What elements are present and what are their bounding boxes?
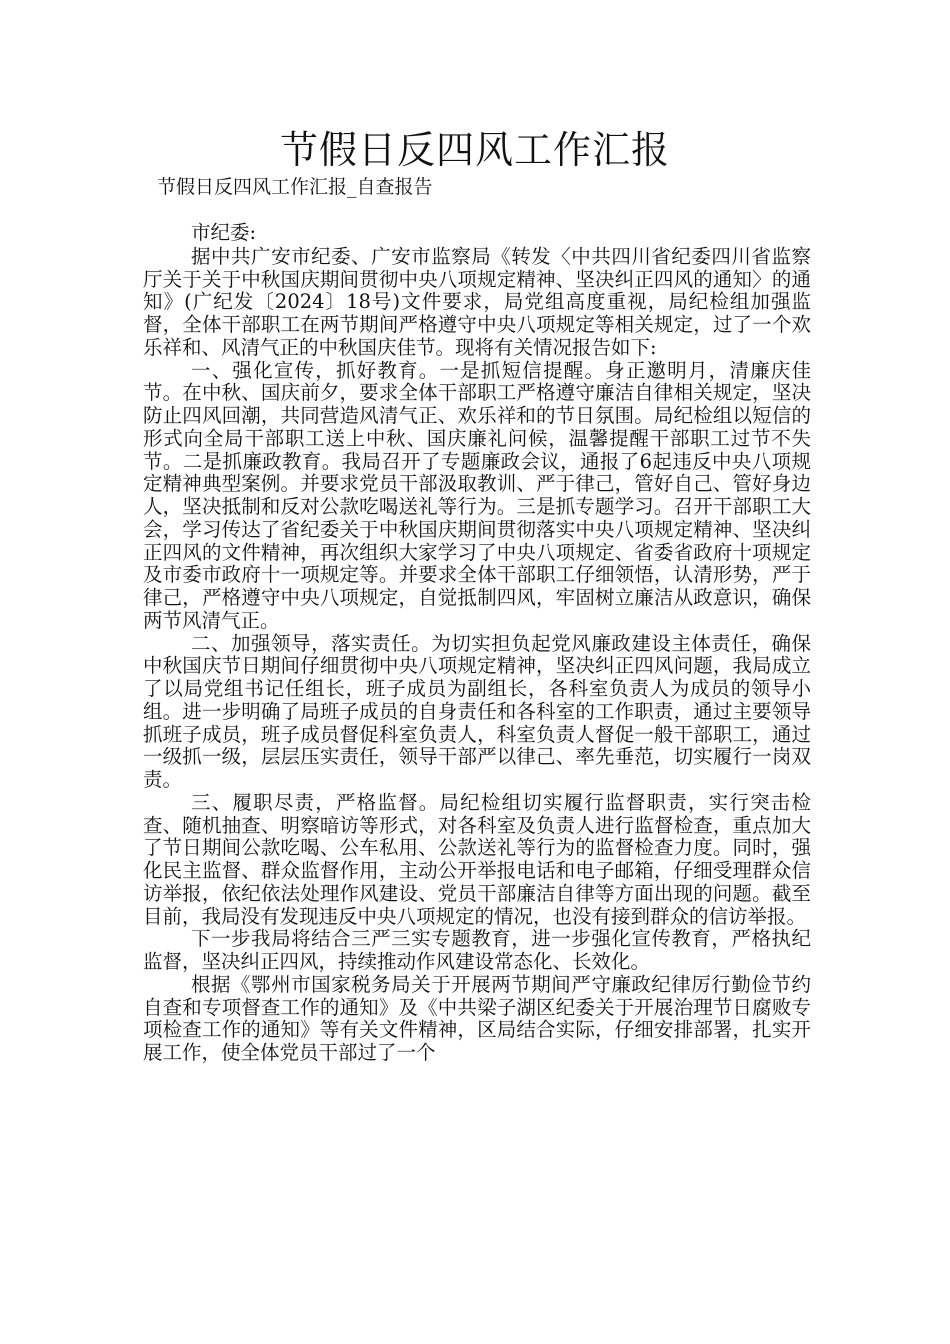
paragraph-next-step: 下一步我局将结合三严三实专题教育，进一步强化宣传教育，严格执纪监督，坚决纠正四风，持续推动作风建设常态化、长效化。 — [143, 927, 811, 973]
paragraph-section-2: 二、加强领导，落实责任。为切实担负起党风廉政建设主体责任，确保中秋国庆节日期间仔细贯彻中央八项规定精神，坚决纠正四风问题，我局成立了以局党组书记任组长，班子成员为副组长，各科室负责人为成员的领导小组。进一步明确了局班子成员的自身责任和各科室的工作职责，通过主要领导抓班子成员，班子成员督促科室负责人，科室负责人督促一般干部职工，通过一级抓一级，层层压实责任，领导干部严以律己、率先垂范，切实履行一岗双责。 — [143, 631, 811, 791]
paragraph-continuation: 根据《鄂州市国家税务局关于开展两节期间严守廉政纪律厉行勤俭节约自查和专项督查工作的通知》及《中共梁子湖区纪委关于开展治理节日腐败专项检查工作的通知》等有关文件精神，区局结合实际，仔细安排部署，扎实开展工作，使全体党员干部过了一个 — [143, 972, 811, 1064]
document-subtitle: 节假日反四风工作汇报_自查报告 — [157, 176, 433, 198]
document-body — [143, 222, 811, 1065]
paragraph-section-1: 一、强化宣传，抓好教育。一是抓短信提醒。身正邀明月，清廉庆佳节。在中秋、国庆前夕，要求全体干部职工严格遵守廉洁自律相关规定，坚决防止四风回潮，共同营造风清气正、欢乐祥和的节日氛围。局纪检组以短信的形式向全局干部职工送上中秋、国庆廉礼问候，温馨提醒干部职工过节不失节。二是抓廉政教育。我局召开了专题廉政会议，通报了6起违反中央八项规定精神典型案例。并要求党员干部汲取教训、严于律己，管好自己、管好身边人，坚决抵制和反对公款吃喝送礼等行为。三是抓专题学习。召开干部职工大会，学习传达了省纪委关于中秋国庆期间贯彻落实中央八项规定精神、坚决纠正四风的文件精神，再次组织大家学习了中央八项规定、省委省政府十项规定及市委市政府十一项规定等。并要求全体干部职工仔细领悟，认清形势，严于律己，严格遵守中央八项规定，自觉抵制四风，牢固树立廉洁从政意识，确保两节风清气正。 — [143, 358, 811, 632]
paragraph-intro: 据中共广安市纪委、广安市监察局《转发〈中共四川省纪委四川省监察厅关于关于中秋国庆期间贯彻中央八项规定精神、坚决纠正四风的通知〉的通知》(广纪发〔2024〕18号)文件要求，局党组高度重视，局纪检组加强监督，全体干部职工在两节期间严格遵守中央八项规定等相关规定，过了一个欢乐祥和、风清气正的中秋国庆佳节。现将有关情况报告如下: — [143, 244, 811, 359]
salutation: 市纪委: — [191, 221, 257, 244]
paragraph-section-3: 三、履职尽责，严格监督。局纪检组切实履行监督职责，实行突击检查、随机抽查、明察暗访等形式，对各科室及负责人进行监督检查，重点加大了节日期间公款吃喝、公车私用、公款送礼等行为的监督检查力度。同时，强化民主监督、群众监督作用，主动公开举报电话和电子邮箱，仔细受理群众信访举报，依纪依法处理作风建设、党员干部廉洁自律等方面出现的问题。截至目前，我局没有发现违反中央八项规定的情况，也没有接到群众的信访举报。 — [143, 790, 811, 928]
document-title: 节假日反四风工作汇报 — [279, 128, 670, 172]
